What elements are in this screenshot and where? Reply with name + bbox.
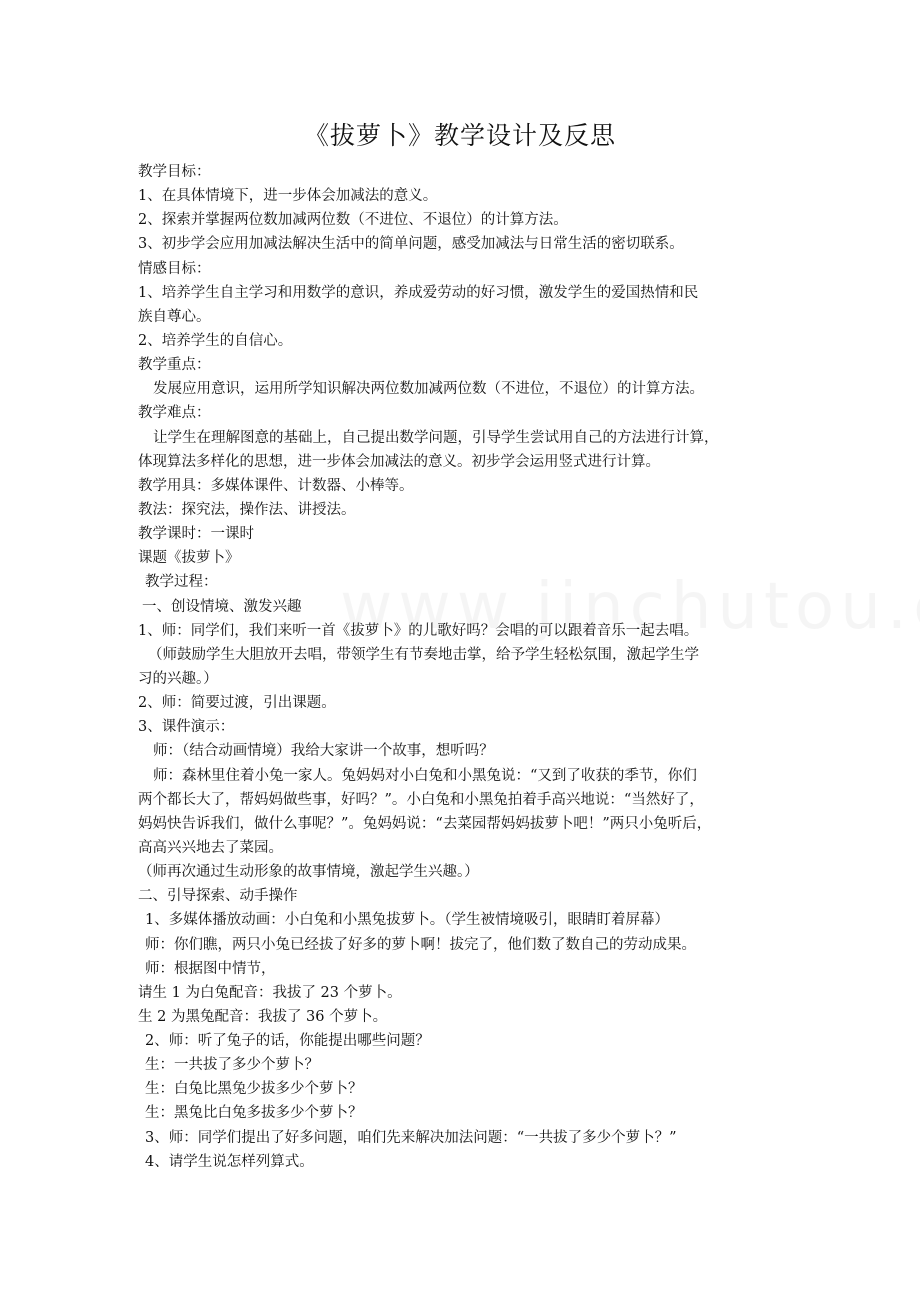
paragraph-line: 高高兴兴地去了菜园。	[138, 839, 283, 856]
document-body	[138, 160, 788, 1174]
paragraph-line: 1、师：同学们，我们来听一首《拔萝卜》的儿歌好吗？会唱的可以跟着音乐一起去唱。	[138, 622, 699, 639]
paragraph-line: 2、探索并掌握两位数加减两位数（不进位、不退位）的计算方法。	[138, 212, 568, 229]
paragraph-line: 生：黑兔比白兔多拔多少个萝卜？	[145, 1105, 363, 1122]
paragraph-line: 课题《拔萝卜》	[138, 550, 240, 567]
paragraph-line: 3、课件演示：	[138, 719, 235, 736]
heading-emotional-goals: 情感目标：	[138, 260, 211, 277]
paragraph-line: 族自尊心。	[138, 308, 211, 325]
section-heading: 二、引导探索、动手操作	[138, 888, 298, 905]
paragraph-line: 2、师：简要过渡，引出课题。	[138, 695, 336, 712]
paragraph-line: 妈妈快告诉我们，做什么事呢？”。兔妈妈说：“去菜园帮妈妈拔萝卜吧！”两只小兔听后，	[138, 815, 712, 832]
paragraph-line: 发展应用意识，运用所学知识解决两位数加减两位数（不进位，不退位）的计算方法。	[153, 381, 704, 398]
paragraph-line: 师：（结合动画情境）我给大家讲一个故事，想听吗？	[153, 743, 494, 760]
heading-teaching-goals: 教学目标：	[138, 164, 211, 180]
paragraph-line: 教学用具：多媒体课件、计数器、小棒等。	[138, 477, 414, 494]
paragraph-line: 1、培养学生自主学习和用数学的意识，养成爱劳动的好习惯，激发学生的爱国热情和民	[138, 284, 699, 301]
paragraph-line: 两个都长大了，帮妈妈做些事，好吗？”。小白兔和小黑兔拍着手高兴地说：“当然好了，	[138, 791, 704, 808]
paragraph-line: 2、师：听了兔子的话，你能提出哪些问题？	[145, 1033, 430, 1050]
paragraph-line: 生：白兔比黑兔少拔多少个萝卜？	[145, 1081, 363, 1098]
paragraph-line: 2、培养学生的自信心。	[138, 332, 293, 349]
paragraph-line: 生：一共拔了多少个萝卜？	[145, 1057, 319, 1074]
paragraph-line: 体现算法多样化的思想，进一步体会加减法的意义。初步学会运用竖式进行计算。	[138, 453, 660, 470]
paragraph-line: 让学生在理解图意的基础上，自己提出数学问题，引导学生尝试用自己的方法进行计算，	[153, 429, 719, 446]
paragraph-line: 师：你们瞧，两只小兔已经拔了好多的萝卜啊！拔完了，他们数了数自己的劳动成果。	[145, 936, 696, 953]
paragraph-line: 教学课时：一课时	[138, 526, 254, 543]
paragraph-line: 教法：探究法，操作法、讲授法。	[138, 501, 356, 518]
heading-teaching-process: 教学过程：	[145, 574, 218, 591]
paragraph-line: （师再次通过生动形象的故事情境，激起学生兴趣。）	[138, 864, 479, 881]
paragraph-line: 1、在具体情境下，进一步体会加减法的意义。	[138, 188, 438, 205]
section-heading: 一、创设情境、激发兴趣	[142, 598, 302, 615]
paragraph-line: 3、师：同学们提出了好多问题，咱们先来解决加法问题：“一共拔了多少个萝卜？”	[145, 1129, 677, 1146]
heading-difficulties: 教学难点：	[138, 405, 211, 422]
paragraph-line: （师鼓励学生大胆放开去唱，带领学生有节奏地击掌，给予学生轻松氛围，激起学生学	[148, 646, 699, 663]
paragraph-line: 4、请学生说怎样列算式。	[145, 1153, 314, 1170]
paragraph-line: 1、多媒体播放动画：小白兔和小黑兔拔萝卜。（学生被情境吸引，眼睛盯着屏幕）	[145, 912, 669, 929]
document-title: 《拔萝卜》教学设计及反思	[303, 121, 616, 150]
heading-key-points: 教学重点：	[138, 357, 211, 374]
paragraph-line: 生 2 为黑兔配音：我拔了 36 个萝卜。	[138, 1008, 388, 1025]
paragraph-line: 习的兴趣。）	[138, 670, 218, 687]
paragraph-line: 请生 1 为白兔配音：我拔了 23 个萝卜。	[138, 984, 402, 1001]
paragraph-line: 3、初步学会应用加减法解决生活中的简单问题，感受加减法与日常生活的密切联系。	[138, 236, 684, 253]
paragraph-line: 师：根据图中情节，	[145, 960, 276, 977]
paragraph-line: 师：森林里住着小兔一家人。兔妈妈对小白兔和小黑兔说：“又到了收获的季节，你们	[153, 767, 697, 784]
